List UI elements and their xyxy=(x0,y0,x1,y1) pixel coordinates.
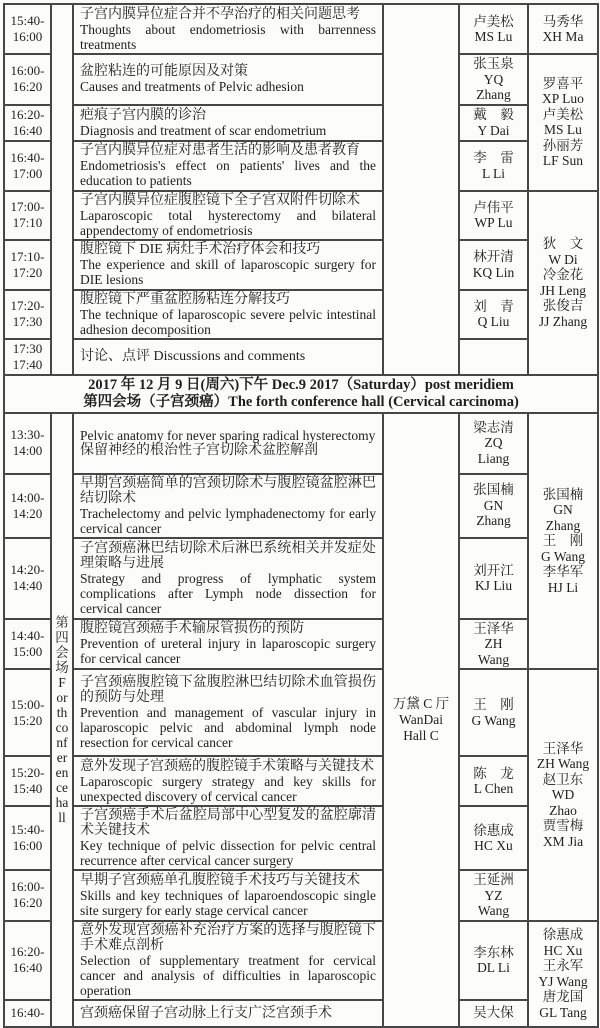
talk-title-cn: 子宫内膜异位症腹腔镜下全子宫双附件切除术 xyxy=(80,192,360,208)
speaker-cell: 王泽华 ZH Wang xyxy=(459,619,528,670)
talk-title-en: Skills and key techniques of laparoendoscopic single site surgery for early stage cervical cancer xyxy=(80,887,376,918)
talk-title-cn: 意外发现子宫颈癌的腹腔镜手术策略与关键技术 xyxy=(80,758,374,774)
chair-cell: 罗喜平 XP Luo 卢美松 MS Lu 孙丽芳 LF Sun xyxy=(528,54,598,191)
time-cell: 15:40- 16:00 xyxy=(4,4,51,54)
schedule-table xyxy=(3,3,599,1028)
venue-cell xyxy=(383,4,459,375)
talk-title-en: The experience and skill of laparoscopic surgery for DIE lesions xyxy=(80,257,376,287)
talk-title-en: Prevention of ureteral injury in laparoscopic surgery for cervical cancer xyxy=(80,636,376,667)
schedule-row xyxy=(4,806,598,870)
talk-cell xyxy=(73,669,383,756)
talk-title-cn: 子宫颈癌腹腔镜下盆腹腔淋巴结切除术血管损伤的预防与处理 xyxy=(80,675,376,705)
schedule-row xyxy=(4,538,598,619)
time-cell: 16:20- 16:40 xyxy=(4,921,51,1000)
time-cell: 14:40- 15:00 xyxy=(4,619,51,670)
time-cell: 17:30 17:40 xyxy=(4,339,51,375)
time-cell: 13:30- 14:00 xyxy=(4,413,51,474)
talk-title-cn: 腹腔镜宫颈癌手术输尿管损伤的预防 xyxy=(80,621,304,637)
time-cell: 14:00- 14:20 xyxy=(4,474,51,538)
talk-cell xyxy=(73,191,383,240)
talk-title-en: Strategy and progress of lymphatic system complications after Lymph node dissection for cervical cancer xyxy=(80,570,376,616)
divider-block xyxy=(4,375,598,413)
time-cell: 17:10- 17:20 xyxy=(4,240,51,290)
session-block-endometriosis xyxy=(4,4,598,375)
speaker-cell: 张国楠 GN Zhang xyxy=(459,474,528,538)
talk-cell xyxy=(73,921,383,1000)
speaker-cell: 王延洲 YZ Wang xyxy=(459,870,528,921)
talk-title-cn: 早期宫颈癌简单的宫颈切除术与腹腔镜盆腔淋巴结切除术 xyxy=(80,475,376,506)
talk-cell xyxy=(73,538,383,619)
talk-title-cn: 疤痕子宫内膜的诊治 xyxy=(80,107,206,123)
talk-title-en: Endometriosis's effect on patients' lives and the education to patients xyxy=(80,158,376,188)
venue-cell: 万黛 C 厅 WanDai Hall C xyxy=(383,413,459,1027)
speaker-cell: 戴 毅 Y Dai xyxy=(459,105,528,141)
chair-cell: 张国楠 GN Zhang 王 刚 G Wang 李华军 HJ Li xyxy=(528,413,598,670)
talk-cell xyxy=(73,290,383,339)
divider-hall-line: 第四会场（子宫颈癌）The forth conference hall (Cervical carcinoma) xyxy=(83,393,519,410)
talk-title-cn: 宫颈癌保留子宫动脉上行支广泛宫颈手术 xyxy=(80,1005,332,1021)
schedule-row xyxy=(4,290,598,339)
schedule-row xyxy=(4,921,598,1000)
time-cell: 17:00- 17:10 xyxy=(4,191,51,240)
talk-title-en: Diagnosis and treatment of scar endometrium xyxy=(80,122,327,138)
session-hall-label-cell: 第 四 会 场 F or th co nf er en ce ha ll xyxy=(51,413,73,1027)
talk-cell xyxy=(73,54,383,105)
talk-cell xyxy=(73,105,383,141)
chair-cell: 狄 文 W Di 冷金花 JH Leng 张俊吉 JJ Zhang xyxy=(528,191,598,375)
speaker-cell: 李东林 DL Li xyxy=(459,921,528,1000)
talk-title-cn: 意外发现宫颈癌补充治疗方案的选择与腹腔镜下手术难点剖析 xyxy=(80,922,376,953)
speaker-cell: 李 雷 L Li xyxy=(459,141,528,191)
time-cell: 16:40- xyxy=(4,1000,51,1027)
schedule-row xyxy=(4,105,598,141)
schedule-row xyxy=(4,191,598,240)
schedule-row xyxy=(4,4,598,54)
session-block-cervical-carcinoma xyxy=(4,413,598,1027)
talk-cell xyxy=(73,619,383,670)
speaker-cell: 徐惠成 HC Xu xyxy=(459,806,528,870)
speaker-cell: 林开清 KQ Lin xyxy=(459,240,528,290)
schedule-row xyxy=(4,240,598,290)
speaker-cell: 张玉泉 YQ Zhang xyxy=(459,54,528,105)
talk-title-en: The technique of laparoscopic severe pelvic intestinal adhesion decomposition xyxy=(80,306,376,337)
talk-title-en: Prevention and management of vascular injury in laparoscopic pelvic and abdominal lymph node resection for cervical cancer xyxy=(80,705,376,750)
schedule-row xyxy=(4,141,598,191)
talk-cell xyxy=(73,141,383,191)
speaker-cell: 卢美松 MS Lu xyxy=(459,4,528,54)
speaker-cell: 吴大保 xyxy=(459,1000,528,1027)
schedule-row xyxy=(4,413,598,474)
session-hall-label-cell xyxy=(51,4,73,375)
speaker-cell: 刘 青 Q Liu xyxy=(459,290,528,339)
talk-title-cn: 盆腔粘连的可能原因及对策 xyxy=(80,64,248,80)
speaker-cell: 刘开江 KJ Liu xyxy=(459,538,528,619)
schedule-row xyxy=(4,54,598,105)
schedule-row xyxy=(4,669,598,756)
conference-program-page xyxy=(0,3,600,1021)
chair-cell: 马秀华 XH Ma xyxy=(528,4,598,54)
talk-cell xyxy=(73,474,383,538)
speaker-cell xyxy=(459,339,528,375)
schedule-row xyxy=(4,870,598,921)
schedule-row xyxy=(4,756,598,806)
talk-title-en: Trachelectomy and pelvic lymphadenectomy for early cervical cancer xyxy=(80,505,376,536)
time-cell: 16:00- 16:20 xyxy=(4,54,51,105)
talk-cell xyxy=(73,806,383,870)
talk-title-cn: 保留神经的根治性子宫切除术盆腔解剖 xyxy=(80,443,318,458)
session-divider-cell xyxy=(4,375,598,413)
session-divider-row xyxy=(4,375,598,413)
talk-title-cn: 子宫颈癌淋巴结切除术后淋巴系统相关并发症处理策略与进展 xyxy=(80,540,376,571)
talk-title-en: Key technique of pelvic dissection for pelvic central recurrence after cervical cancer surgery xyxy=(80,838,376,868)
talk-cell xyxy=(73,756,383,806)
speaker-cell: 梁志清 ZQ Liang xyxy=(459,413,528,474)
time-cell: 17:20- 17:30 xyxy=(4,290,51,339)
talk-title-en: Laparoscopic surgery strategy and key skills for unexpected discovery of cervical cancer xyxy=(80,773,376,804)
time-cell: 14:20- 14:40 xyxy=(4,538,51,619)
speaker-cell: 王 刚 G Wang xyxy=(459,669,528,756)
time-cell: 15:40- 16:00 xyxy=(4,806,51,870)
talk-title-en: Thoughts about endometriosis with barrenness treatments xyxy=(80,21,376,52)
schedule-row xyxy=(4,339,598,375)
talk-title-cn: 早期子宫颈癌单孔腹腔镜手术技巧与关键技术 xyxy=(80,872,360,888)
talk-title-cn: 子宫颈癌手术后盆腔局部中心型复发的盆腔廓清术关键技术 xyxy=(80,808,376,838)
chair-cell: 王泽华 ZH Wang 赵卫东 WD Zhao 贾雪梅 XM Jia xyxy=(528,669,598,921)
schedule-row xyxy=(4,474,598,538)
talk-title-cn: 子宫内膜异位症合并不孕治疗的相关问题思考 xyxy=(80,6,360,22)
talk-title-cn: 子宫内膜异位症对患者生活的影响及患者教育 xyxy=(80,143,360,158)
talk-cell xyxy=(73,870,383,921)
speaker-cell: 卢伟平 WP Lu xyxy=(459,191,528,240)
talk-title-cn: 腹腔镜下严重盆腔肠粘连分解技巧 xyxy=(80,291,290,307)
talk-cell xyxy=(73,413,383,474)
talk-title-en: Pelvic anatomy for never sparing radical hysterectomy xyxy=(80,428,376,443)
chair-cell: 徐惠成 HC Xu 王永军 YJ Wang 唐龙国 GL Tang xyxy=(528,921,598,1027)
talk-cell xyxy=(73,339,383,375)
schedule-row xyxy=(4,619,598,670)
talk-title-cn: 腹腔镜下 DIE 病灶手术治疗体会和技巧 xyxy=(80,242,321,257)
talk-title-en: Laparoscopic total hysterectomy and bilateral appendectomy of endometriosis xyxy=(80,207,376,238)
time-cell: 16:00- 16:20 xyxy=(4,870,51,921)
talk-title-cn: 讨论、点评 Discussions and comments xyxy=(80,349,306,364)
talk-cell xyxy=(73,1000,383,1027)
divider-date-line: 2017 年 12 月 9 日(周六)下午 Dec.9 2017（Saturday）post meridiem xyxy=(88,376,514,393)
time-cell: 16:40- 17:00 xyxy=(4,141,51,191)
time-cell: 15:20- 15:40 xyxy=(4,756,51,806)
time-cell: 15:00- 15:20 xyxy=(4,669,51,756)
talk-cell xyxy=(73,240,383,290)
time-cell: 16:20- 16:40 xyxy=(4,105,51,141)
talk-title-en: Selection of supplementary treatment for cervical cancer and analysis of difficulties in laparoscopic operation xyxy=(80,952,376,998)
talk-cell xyxy=(73,4,383,54)
schedule-row xyxy=(4,1000,598,1027)
speaker-cell: 陈 龙 L Chen xyxy=(459,756,528,806)
talk-title-en: Causes and treatments of Pelvic adhesion xyxy=(80,79,304,95)
